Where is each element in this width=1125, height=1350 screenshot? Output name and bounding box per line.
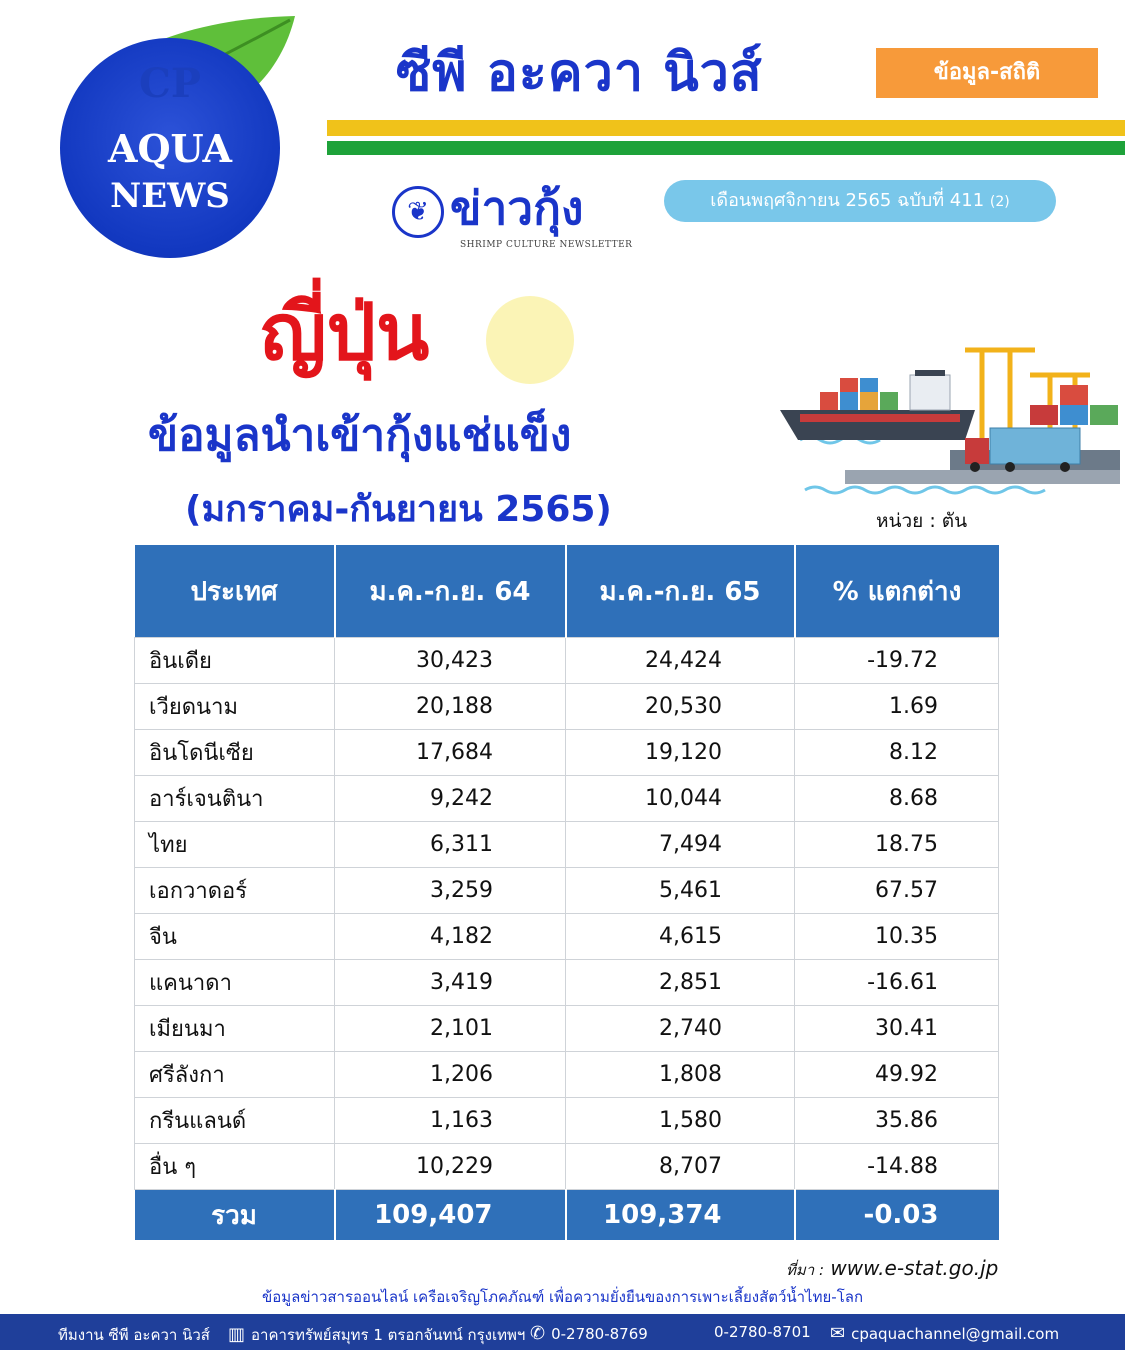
cell-country: อินโดนีเซีย bbox=[135, 730, 335, 776]
cell-2564: 10,229 bbox=[335, 1144, 566, 1190]
header-stripe-yellow bbox=[327, 120, 1125, 136]
period-title: (มกราคม-กันยายน 2565) bbox=[185, 489, 612, 530]
shrimp-emblem-icon: ❦ bbox=[392, 186, 444, 238]
cell-country: เวียดนาม bbox=[135, 684, 335, 730]
total-row bbox=[135, 1190, 999, 1241]
cell-2564: 9,242 bbox=[335, 776, 566, 822]
cell-country: อินเดีย bbox=[135, 638, 335, 684]
cell-percent: 35.86 bbox=[795, 1098, 999, 1144]
cell-2564: 30,423 bbox=[335, 638, 566, 684]
cell-2565: 10,044 bbox=[566, 776, 795, 822]
cargo-ship-illustration bbox=[760, 330, 1125, 500]
footer-address-text: อาคารทรัพย์สมุทร 1 ตรอกจันทน์ กรุงเทพฯ bbox=[251, 1326, 526, 1344]
issue-page: (2) bbox=[989, 194, 1010, 210]
header-2565: ม.ค.-ก.ย. 65 bbox=[566, 545, 795, 638]
footer-address bbox=[228, 1323, 525, 1347]
header-2564: ม.ค.-ก.ย. 64 bbox=[335, 545, 566, 638]
footer-phone1: 0-2780-8769 bbox=[551, 1325, 648, 1343]
total-percent: -0.03 bbox=[795, 1190, 999, 1241]
country-title: ญี่ปุ่น bbox=[260, 288, 430, 378]
unit-label: หน่วย : ตัน bbox=[876, 510, 968, 532]
header-percent-change: % แตกต่าง bbox=[795, 545, 999, 638]
logo-cp: CP bbox=[139, 60, 201, 107]
phone-icon: ✆ bbox=[530, 1323, 546, 1344]
cell-2564: 1,163 bbox=[335, 1098, 566, 1144]
table-row bbox=[135, 1006, 999, 1052]
cell-2564: 6,311 bbox=[335, 822, 566, 868]
total-label: รวม bbox=[135, 1190, 335, 1241]
issue-badge bbox=[664, 180, 1056, 222]
cell-2564: 17,684 bbox=[335, 730, 566, 776]
table-row bbox=[135, 730, 999, 776]
cell-2564: 2,101 bbox=[335, 1006, 566, 1052]
table-row bbox=[135, 960, 999, 1006]
footer-team: ทีมงาน ซีพี อะควา นิวส์ bbox=[58, 1326, 210, 1344]
sun-decoration bbox=[486, 296, 574, 384]
cell-2564: 3,259 bbox=[335, 868, 566, 914]
cell-country: อาร์เจนตินา bbox=[135, 776, 335, 822]
cell-2565: 24,424 bbox=[566, 638, 795, 684]
table-row bbox=[135, 1098, 999, 1144]
main-title: ข้อมูลนำเข้ากุ้งแช่แข็ง bbox=[148, 410, 572, 461]
import-data-table bbox=[134, 545, 999, 1240]
cell-2565: 1,808 bbox=[566, 1052, 795, 1098]
logo-aqua: AQUA bbox=[107, 126, 233, 171]
cp-aqua-news-logo bbox=[50, 8, 300, 258]
tagline: ข้อมูลข่าวสารออนไลน์ เครือเจริญโภคภัณฑ์ เพื่อความยั่งยืนของการเพาะเลี้ยงสัตว์น้ำไทย-โลก bbox=[261, 1288, 864, 1306]
cell-2565: 2,740 bbox=[566, 1006, 795, 1052]
issue-text: เดือนพฤศจิกายน 2565 ฉบับที่ 411 bbox=[710, 190, 985, 211]
header-stripe-green bbox=[327, 141, 1125, 155]
category-badge: ข้อมูล-สถิติ bbox=[876, 48, 1098, 98]
cell-country: เอกวาดอร์ bbox=[135, 868, 335, 914]
cell-percent: 67.57 bbox=[795, 868, 999, 914]
table-row bbox=[135, 638, 999, 684]
newsletter-name: ข่าวกุ้ง bbox=[450, 181, 584, 235]
table-header-row bbox=[135, 545, 999, 638]
cell-country: กรีนแลนด์ bbox=[135, 1098, 335, 1144]
cell-2564: 4,182 bbox=[335, 914, 566, 960]
footer-email[interactable] bbox=[830, 1323, 1059, 1344]
table-row bbox=[135, 684, 999, 730]
footer-bar bbox=[0, 1314, 1125, 1350]
cell-percent: -16.61 bbox=[795, 960, 999, 1006]
source-url[interactable]: www.e-stat.go.jp bbox=[830, 1256, 999, 1280]
cell-2565: 5,461 bbox=[566, 868, 795, 914]
cell-2565: 20,530 bbox=[566, 684, 795, 730]
header-country: ประเทศ bbox=[135, 545, 335, 638]
cell-percent: 30.41 bbox=[795, 1006, 999, 1052]
cell-2565: 8,707 bbox=[566, 1144, 795, 1190]
footer-email-text[interactable]: cpaquachannel@gmail.com bbox=[851, 1325, 1060, 1343]
cell-percent: 18.75 bbox=[795, 822, 999, 868]
cell-percent: 49.92 bbox=[795, 1052, 999, 1098]
table-row bbox=[135, 776, 999, 822]
cell-country: จีน bbox=[135, 914, 335, 960]
cell-country: อื่น ๆ bbox=[135, 1144, 335, 1190]
cell-2564: 3,419 bbox=[335, 960, 566, 1006]
total-2565: 109,374 bbox=[566, 1190, 795, 1241]
cell-percent: -14.88 bbox=[795, 1144, 999, 1190]
cell-2565: 2,851 bbox=[566, 960, 795, 1006]
cell-percent: -19.72 bbox=[795, 638, 999, 684]
cell-2565: 19,120 bbox=[566, 730, 795, 776]
cell-percent: 1.69 bbox=[795, 684, 999, 730]
cell-percent: 8.68 bbox=[795, 776, 999, 822]
building-icon: ▥ bbox=[228, 1324, 246, 1345]
brand-title: ซีพี อะควา นิวส์ bbox=[396, 43, 763, 103]
cell-country: แคนาดา bbox=[135, 960, 335, 1006]
cell-2565: 1,580 bbox=[566, 1098, 795, 1144]
cell-country: ไทย bbox=[135, 822, 335, 868]
cell-percent: 8.12 bbox=[795, 730, 999, 776]
cell-2564: 20,188 bbox=[335, 684, 566, 730]
newsletter-subtitle: SHRIMP CULTURE NEWSLETTER bbox=[460, 240, 633, 250]
logo-news: NEWS bbox=[110, 176, 230, 216]
table-row bbox=[135, 868, 999, 914]
cell-2565: 4,615 bbox=[566, 914, 795, 960]
table-row bbox=[135, 1052, 999, 1098]
cell-2565: 7,494 bbox=[566, 822, 795, 868]
cell-percent: 10.35 bbox=[795, 914, 999, 960]
source-line bbox=[786, 1256, 998, 1282]
cell-2564: 1,206 bbox=[335, 1052, 566, 1098]
table-row bbox=[135, 1144, 999, 1190]
table-row bbox=[135, 822, 999, 868]
cell-country: ศรีลังกา bbox=[135, 1052, 335, 1098]
footer-phone bbox=[530, 1323, 648, 1344]
source-label: ที่มา : bbox=[786, 1261, 825, 1279]
footer-phone2: 0-2780-8701 bbox=[714, 1323, 811, 1341]
table-row bbox=[135, 914, 999, 960]
email-icon: ✉ bbox=[830, 1323, 846, 1344]
total-2564: 109,407 bbox=[335, 1190, 566, 1241]
cell-country: เมียนมา bbox=[135, 1006, 335, 1052]
